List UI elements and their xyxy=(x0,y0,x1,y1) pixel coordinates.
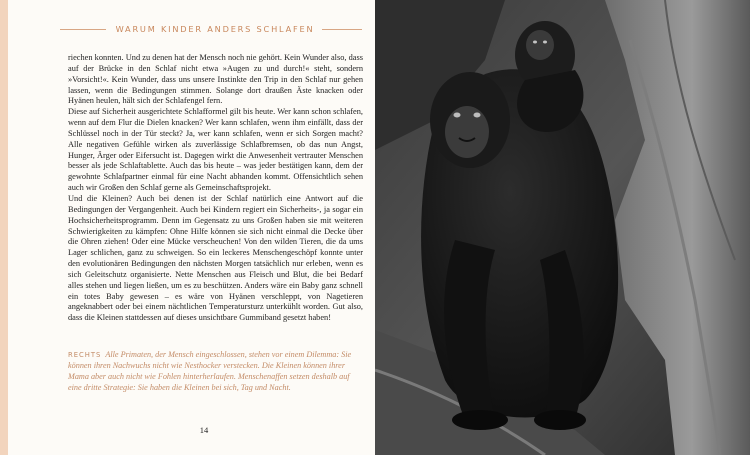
header-rule-left xyxy=(60,29,106,30)
paragraph: Und die Kleinen? Auch bei denen ist der Schlaf natürlich eine Antwort auf die Bedingungen der Vergangenheit. Auch bei Kindern regiert ein Sicherheits-, ja sogar ein Hochsicherheitsprogramm. Denn im Gegensatz zu uns Großen haben sie mit weiteren Schwierigkeiten zu kämpfen: Ohne Hilfe können sie sich nicht einmal die Decke über die Ohren ziehen! Oder eine Mücke verscheuchen! Von den wilden Tieren, die da ums Lager schlichen, ganz zu schweigen. So ein leckeres Menschengeschöpf konnte unter den evolutionären Bedingungen den nächsten Morgen tatsächlich nur erleben, wenn es sich Geleitschutz organisierte. Nette Menschen aus Fleisch und Blut, die bei Bedarf alles stehen und liegen ließen, um es zu beschützen. Anders wäre ein Baby ganz schnell ein totes Baby gewesen – es wäre von Hyänen verschleppt, von Nagetieren angeknabbert oder bei einem nächtlichen Temperatursturz unterkühlt worden. Gut also, dass die Kleinen stattdessen auf dieses unsichtbare Gummiband gesetzt haben! xyxy=(68,193,363,323)
paragraph: Diese auf Sicherheit ausgerichtete Schlafformel gilt bis heute. Wer kann schon schlafen, wenn auf dem Flur die Dielen knacken? Wer kann schlafen, wenn ihm einfällt, dass der Schlüssel noch in der Tür steckt? Ja, wer kann schlafen, wenn er sich Sorgen macht? Alle negativen Gefühle wirken als zuverlässige Schlafbremsen, ob das nun Angst, Hunger, Ärger oder Eifersucht ist. Dagegen wirkt die Anwesenheit vertrauter Menschen besser als jede Schlaftablette. Auch das bis heute – was jeder bestätigen kann, dem der gewohnte Schlafpartner einmal für eine Nacht abhanden kommt. Offensichtlich sehen auch wir Großen den Schlaf gerne als Gemeinschaftsprojekt. xyxy=(68,107,363,193)
header-title: WARUM KINDER ANDERS SCHLAFEN xyxy=(115,24,315,34)
caption-label: RECHTS xyxy=(68,351,102,359)
paragraph: riechen konnten. Und zu denen hat der Mensch noch nie gehört. Kein Wunder also, dass auf der Brücke in den Schlaf nicht etwa »Augen zu und durch!« steht, sondern »Vorsicht!«. Kein Wunder, dass uns unsere Instinkte den Trip in den Schlaf nur gehen lassen, wenn die Bedingungen stimmen. Solange dort draußen Äste knacken oder Hyänen heulen, hält sich der Schlafengel fern. xyxy=(68,53,363,106)
caption-text: Alle Primaten, der Mensch eingeschlossen, stehen vor einem Dilemma: Sie können ihren Nachwuchs nicht wie Nesthocker verstecken. Die Kleinen können ihrer Mama aber auch nicht wie Fohlen hinterherlaufen. Menschenaffen setzen deshalb auf eine dritte Strategie: Sie haben die Kleinen bei sich, Tag und Nacht. xyxy=(68,350,352,392)
running-header xyxy=(60,22,362,36)
left-page xyxy=(8,0,375,455)
photo-caption xyxy=(68,350,363,394)
page-number: 14 xyxy=(199,425,209,435)
gorilla-photo xyxy=(375,0,750,455)
header-rule-right xyxy=(322,29,362,30)
body-text xyxy=(68,53,363,324)
book-spine-edge xyxy=(0,0,8,455)
